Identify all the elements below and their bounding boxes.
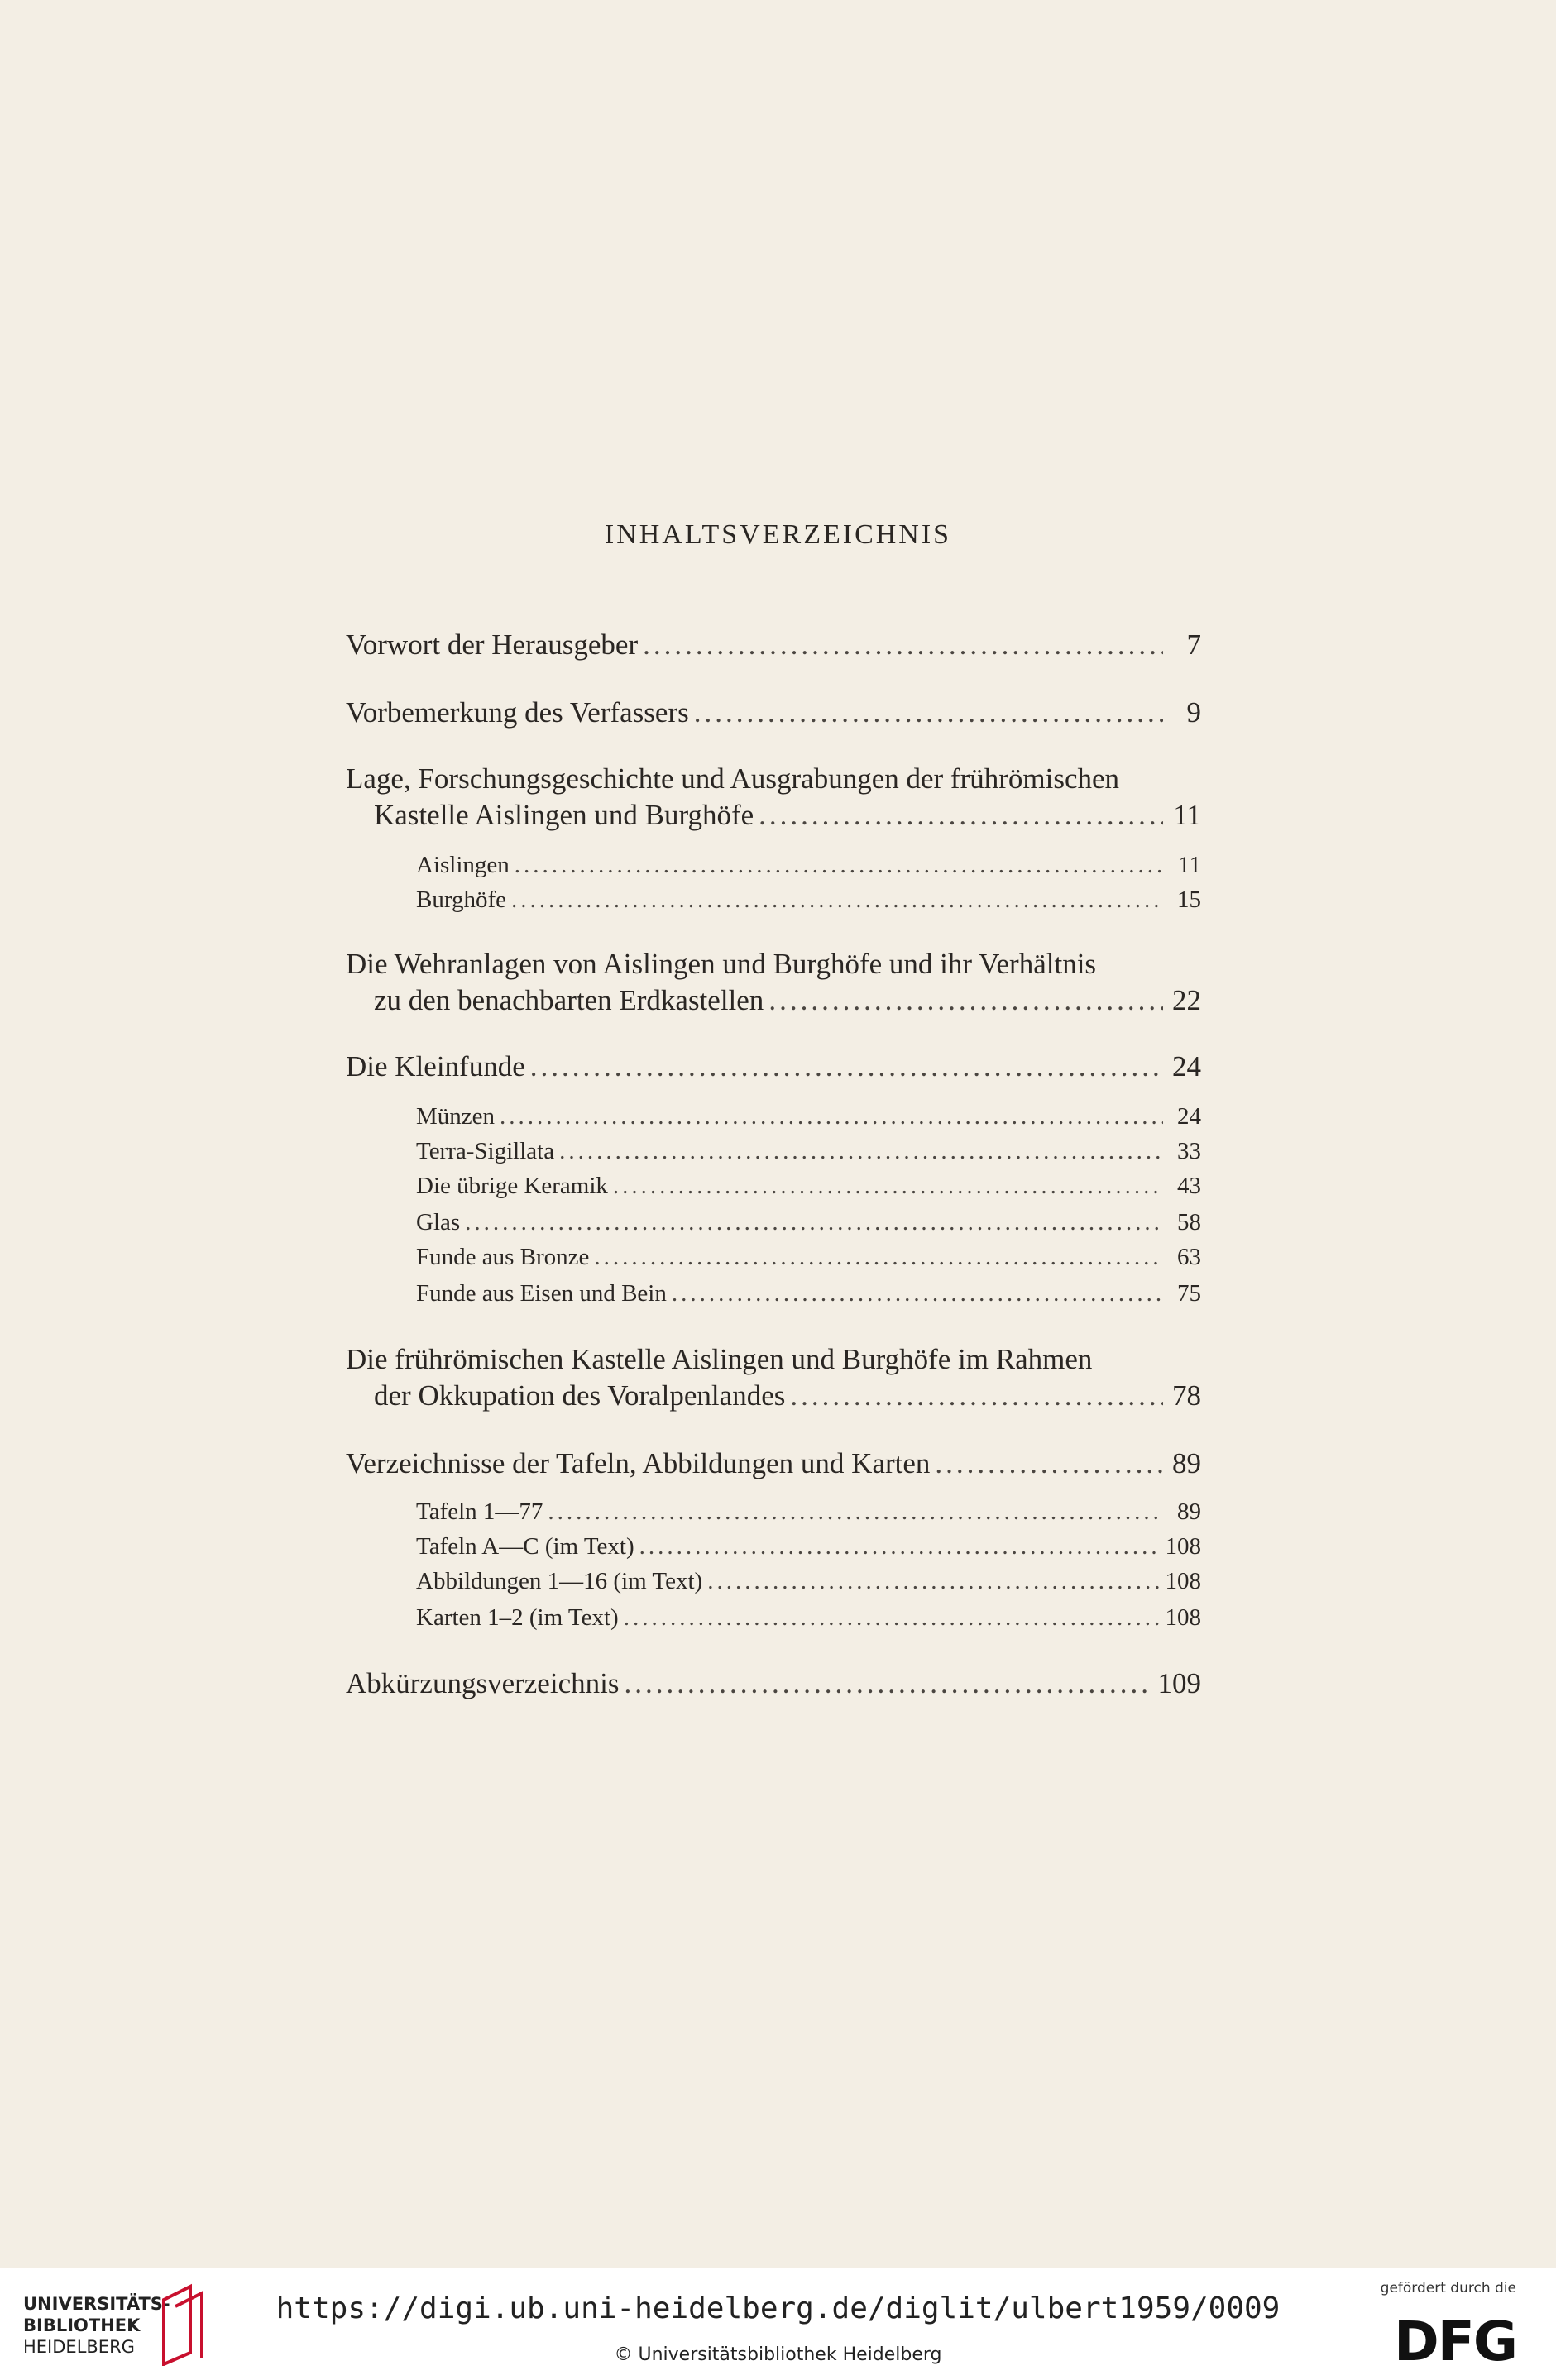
permalink-url[interactable]: https://digi.ub.uni-heidelberg.de/diglit/ulbert1959/0009 xyxy=(275,2292,1281,2325)
toc-entry-page: 75 xyxy=(1177,1280,1201,1307)
toc-entry-first-line: Die Wehranlagen von Aislingen und Burghöfe und ihr Verhältnis xyxy=(346,948,1097,980)
toc-entry-first-line: Lage, Forschungsgeschichte und Ausgrabungen der frührömischen xyxy=(346,762,1120,795)
toc-entry-first-line: Die frührömischen Kastelle Aislingen und Burghöfe im Rahmen xyxy=(346,1343,1093,1375)
toc-entry-page: 22 xyxy=(1172,984,1201,1016)
toc-heading: INHALTSVERZEICHNIS xyxy=(604,519,952,550)
toc-subentry[interactable] xyxy=(416,1568,1201,1595)
toc-entry[interactable] xyxy=(374,1379,1201,1412)
toc-entry-label: Glas xyxy=(416,1209,461,1235)
toc-subentry[interactable] xyxy=(416,1209,1201,1236)
library-name-line2: BIBLIOTHEK xyxy=(23,2315,141,2335)
toc-entry-label: Vorwort der Herausgeber xyxy=(346,628,639,661)
toc-entry-label: Tafeln 1—77 xyxy=(416,1498,543,1525)
toc-entry-label: der Okkupation des Voralpenlandes xyxy=(374,1379,786,1412)
toc-entry[interactable] xyxy=(374,984,1201,1017)
toc-entry-label: Münzen xyxy=(416,1103,496,1130)
dfg-logo[interactable]: DFG xyxy=(1393,2310,1516,2373)
toc-entry[interactable] xyxy=(346,1667,1201,1700)
leader-dots xyxy=(559,1138,1163,1165)
toc-entry-label: Vorbemerkung des Verfassers xyxy=(346,696,689,729)
toc-entry-page: 109 xyxy=(1157,1667,1201,1699)
toc-entry-page: 43 xyxy=(1177,1173,1201,1199)
toc-entry-label: Die übrige Keramik xyxy=(416,1173,608,1199)
toc-subentry[interactable] xyxy=(416,887,1201,914)
toc-entry[interactable] xyxy=(346,1050,1201,1083)
toc-entry-page: 78 xyxy=(1172,1379,1201,1412)
leader-dots xyxy=(624,1604,1161,1632)
toc-entry-label: Die Kleinfunde xyxy=(346,1050,525,1082)
leader-dots xyxy=(530,1050,1163,1083)
leader-dots xyxy=(500,1103,1163,1130)
leader-dots xyxy=(511,887,1163,914)
toc-entry[interactable] xyxy=(346,628,1201,662)
leader-dots xyxy=(643,628,1163,662)
leader-dots xyxy=(707,1568,1160,1595)
toc-entry-page: 89 xyxy=(1177,1498,1201,1525)
leader-dots xyxy=(768,984,1163,1017)
toc-subentry[interactable] xyxy=(416,1604,1201,1632)
toc-entry-page: 108 xyxy=(1165,1568,1201,1594)
leader-dots xyxy=(515,852,1163,879)
toc-entry-page: 89 xyxy=(1172,1447,1201,1479)
toc-entry-page: 108 xyxy=(1165,1533,1201,1560)
library-name-line3: HEIDELBERG xyxy=(23,2337,135,2357)
toc-subentry[interactable] xyxy=(416,852,1201,879)
toc-subentry[interactable] xyxy=(416,1173,1201,1200)
toc-entry-page: 63 xyxy=(1177,1244,1201,1270)
leader-dots xyxy=(639,1533,1161,1560)
leader-dots xyxy=(465,1209,1163,1236)
toc-entry-label: zu den benachbarten Erdkastellen xyxy=(374,984,764,1016)
leader-dots xyxy=(613,1173,1163,1200)
toc-entry-page: 24 xyxy=(1172,1050,1201,1082)
toc-entry-page: 11 xyxy=(1178,852,1201,878)
toc-entry-label: Verzeichnisse der Tafeln, Abbildungen und Karten xyxy=(346,1447,931,1479)
toc-entry[interactable] xyxy=(374,799,1201,832)
toc-subentry[interactable] xyxy=(416,1280,1201,1307)
toc-entry-label: Funde aus Eisen und Bein xyxy=(416,1280,667,1307)
toc-subentry[interactable] xyxy=(416,1103,1201,1130)
toc-entry-label: Abbildungen 1—16 (im Text) xyxy=(416,1568,703,1594)
toc-subentry[interactable] xyxy=(416,1244,1201,1271)
toc-entry-label: Burghöfe xyxy=(416,887,507,913)
toc-entry-label: Abkürzungsverzeichnis xyxy=(346,1667,620,1699)
leader-dots xyxy=(548,1498,1163,1526)
toc-entry-page: 15 xyxy=(1177,887,1201,913)
viewer-footer xyxy=(0,2268,1556,2380)
toc-entry-label: Kastelle Aislingen und Burghöfe xyxy=(374,799,754,831)
leader-dots xyxy=(672,1280,1163,1307)
leader-dots xyxy=(594,1244,1163,1271)
leader-dots xyxy=(694,696,1163,729)
toc-entry-page: 11 xyxy=(1173,799,1201,831)
toc-entry-page: 33 xyxy=(1177,1138,1201,1164)
toc-entry-label: Tafeln A—C (im Text) xyxy=(416,1533,634,1560)
funding-note: gefördert durch die xyxy=(1380,2280,1516,2296)
toc-subentry[interactable] xyxy=(416,1498,1201,1526)
toc-entry-page: 108 xyxy=(1165,1604,1201,1631)
toc-entry-page: 7 xyxy=(1186,628,1201,661)
leader-dots xyxy=(935,1447,1163,1480)
toc-entry-label: Funde aus Bronze xyxy=(416,1244,590,1270)
toc-entry-page: 58 xyxy=(1177,1209,1201,1235)
toc-entry-page: 24 xyxy=(1177,1103,1201,1130)
leader-dots xyxy=(790,1379,1163,1412)
leader-dots xyxy=(759,799,1163,832)
library-name-line1: UNIVERSITÄTS- xyxy=(23,2294,170,2314)
leader-dots xyxy=(624,1667,1152,1700)
toc-entry[interactable] xyxy=(346,696,1201,729)
copyright-text: © Universitätsbibliothek Heidelberg xyxy=(614,2344,942,2365)
toc-subentry[interactable] xyxy=(416,1138,1201,1165)
toc-entry-label: Aislingen xyxy=(416,852,510,878)
toc-entry-label: Karten 1–2 (im Text) xyxy=(416,1604,619,1631)
toc-subentry[interactable] xyxy=(416,1533,1201,1560)
toc-entry-label: Terra-Sigillata xyxy=(416,1138,555,1164)
toc-entry[interactable] xyxy=(346,1447,1201,1480)
toc-entry-page: 9 xyxy=(1186,696,1201,729)
